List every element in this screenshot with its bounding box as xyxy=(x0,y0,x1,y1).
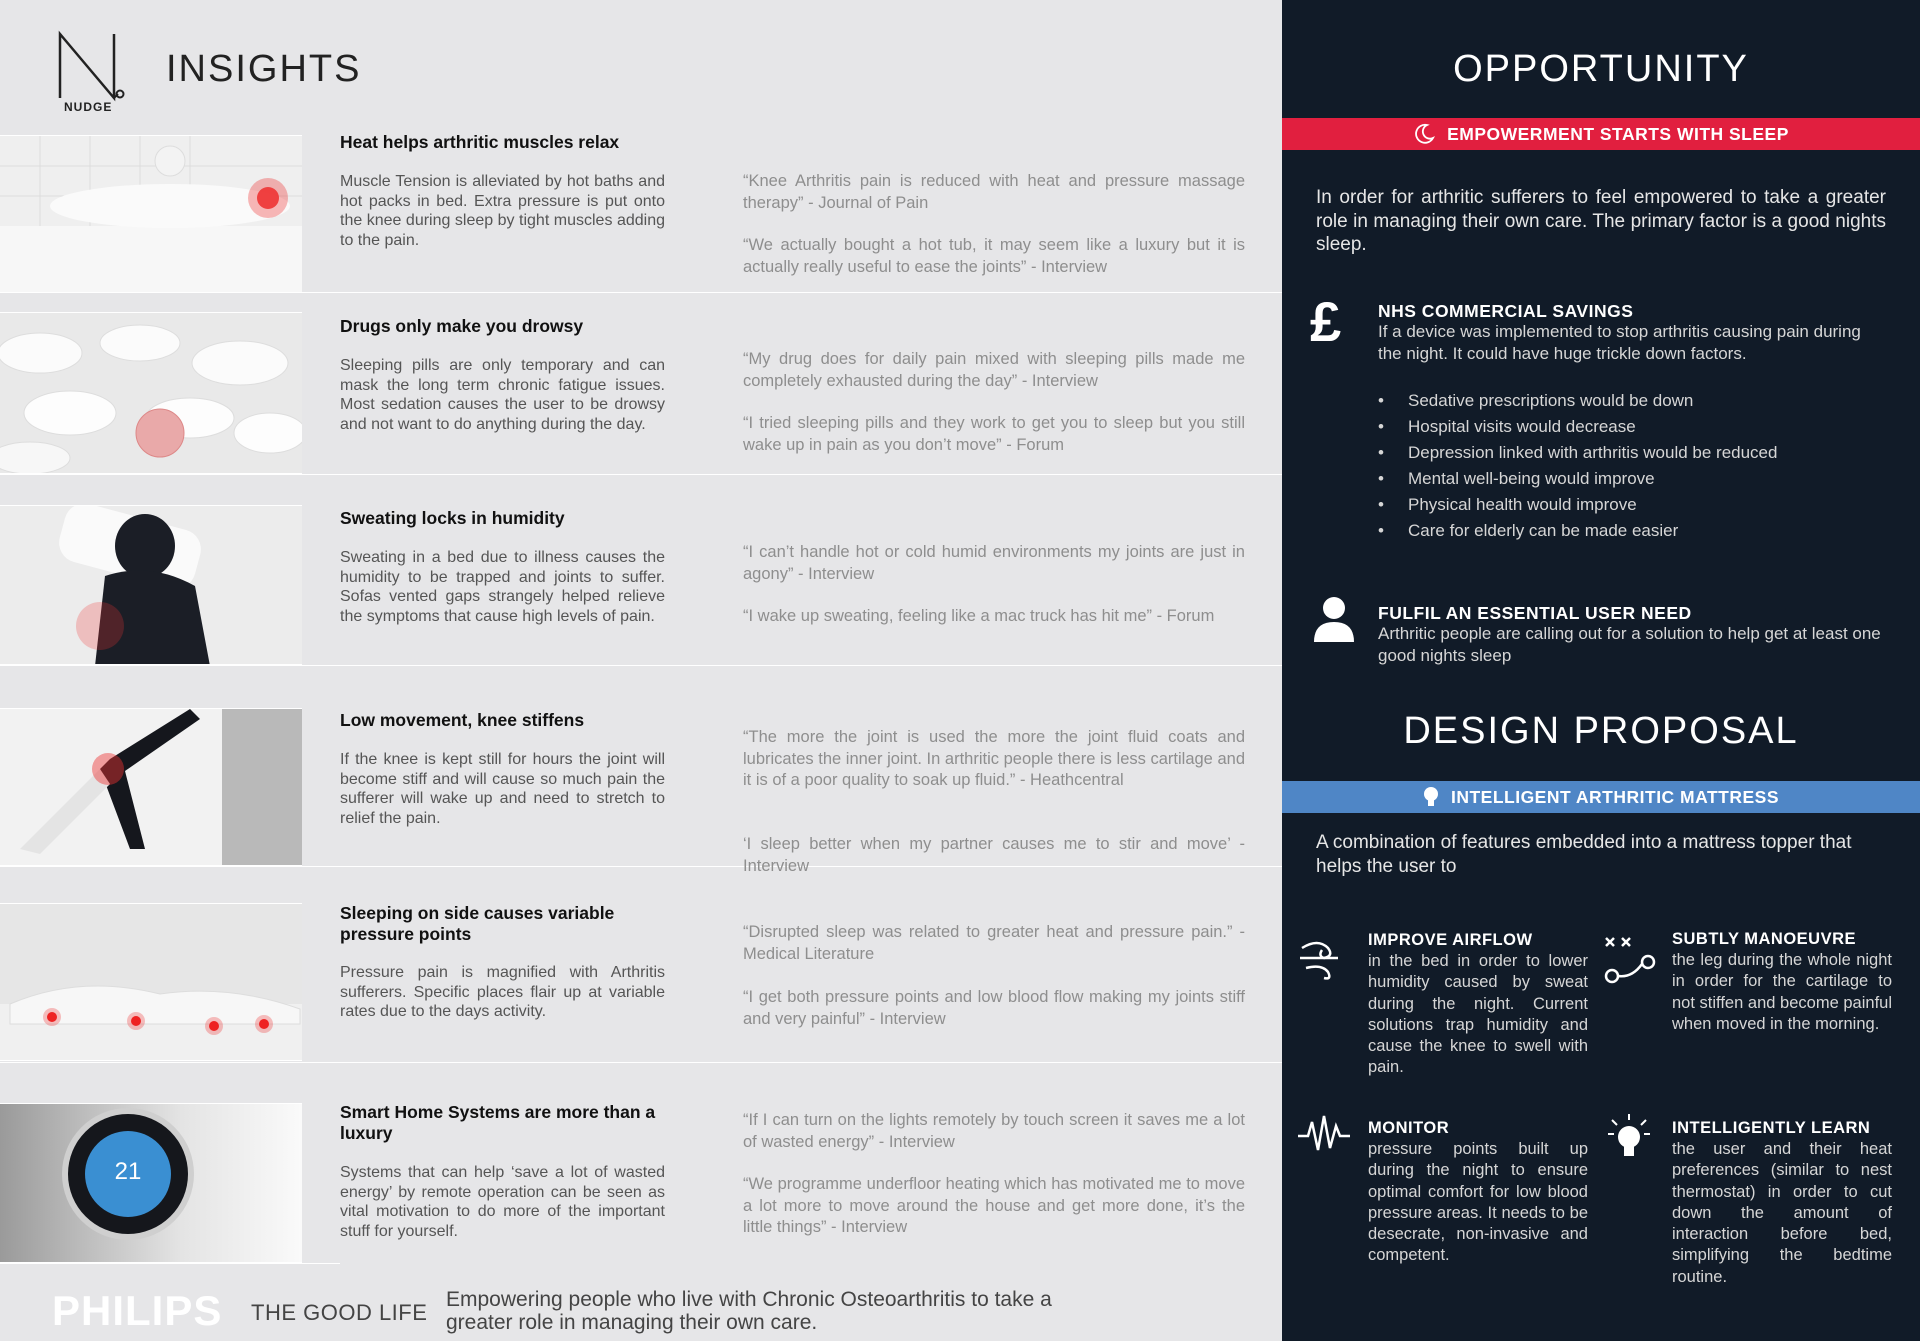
nhs-body: If a device was implemented to stop arthritis causing pain during the night. It could have huge trickle down factors. xyxy=(1378,322,1861,363)
insight-title: Drugs only make you drowsy xyxy=(340,316,584,336)
insight-body: Sweating in a bed due to illness causes the humidity to be trapped and joints to suffer. Sofas vented gaps strangely helped relieve the symptoms that cause high levels of pain. xyxy=(340,549,665,625)
opportunity-title: OPPORTUNITY xyxy=(1453,48,1749,90)
list-item: • Depression linked with arthritis would be reduced xyxy=(1378,440,1878,466)
quote: “The more the joint is used the more the joint fluid coats and lubricates the inner joint. In arthritic people there is less cartilage and it is of a poor quality to soak up fluid.” - Heathcentral xyxy=(743,728,1245,789)
side-sleeper-image xyxy=(0,903,302,1061)
insight-title: Heat helps arthritic muscles relax xyxy=(340,132,620,152)
insight-title: Low movement, knee stiffens xyxy=(340,710,585,730)
quote: “I wake up sweating, feeling like a mac truck has hit me” - Forum xyxy=(743,607,1215,625)
opportunity-panel xyxy=(1282,0,1920,1341)
quote: “My drug does for daily pain mixed with sleeping pills made me completely exhausted during the day” - Interview xyxy=(743,350,1245,390)
insight-body: If the knee is kept still for hours the joint will become stiff and will cause so much pain the sufferer will wake up and need to stretch to relief the pain. xyxy=(340,751,665,827)
nhs-title: NHS COMMERCIAL SAVINGS xyxy=(1378,301,1634,321)
feature-body: the user and their heat preferences (similar to nest thermostat) in order to cut down the amount of interaction before bed, simplifying the bedtime routine. xyxy=(1672,1140,1892,1286)
thermostat-value: 21 xyxy=(114,1158,142,1185)
mission-statement: Empowering people who live with Chronic Osteoarthritis to take a greater role in managing their own care. xyxy=(446,1288,1052,1334)
quote: “Disrupted sleep was related to greater heat and pressure pain.” - Medical Literature xyxy=(743,923,1245,963)
list-item: • Hospital visits would decrease xyxy=(1378,414,1878,440)
mattress-band xyxy=(1282,781,1920,813)
opportunity-intro: In order for arthritic sufferers to feel empowered to take a greater role in managing their own care. The primary factor is a good nights sleep. xyxy=(1316,187,1886,255)
feature-body: the leg during the whole night in order for the cartilage to not stiffen and become painful when moved in the morning. xyxy=(1672,951,1892,1033)
list-item: • Sedative prescriptions would be down xyxy=(1378,388,1878,414)
insight-body: Systems that can help ‘save a lot of wasted energy’ by remote operation can be seen as vital motivation to do more of the important stuff for yourself. xyxy=(340,1164,665,1240)
nhs-benefits-list xyxy=(1378,388,1878,544)
bath-image xyxy=(0,135,302,293)
list-item: • Mental well-being would improve xyxy=(1378,466,1878,492)
lightbulb-icon xyxy=(1606,1112,1652,1162)
philips-logo: PHILIPS xyxy=(52,1287,223,1334)
feature-title: MONITOR xyxy=(1368,1119,1450,1137)
insight-title: Sweating locks in humidity xyxy=(340,508,565,528)
insight-title: Smart Home Systems are more than a luxury xyxy=(340,1102,656,1143)
insight-body: Pressure pain is magnified with Arthritis sufferers. Specific places flair up at variable rates due to the days activity. xyxy=(340,964,665,1020)
feature-title: SUBTLY MANOEUVRE xyxy=(1672,930,1857,948)
manoeuvre-icon xyxy=(1602,934,1656,984)
sleeping-person-image xyxy=(0,505,302,665)
proposal-intro: A combination of features embedded into a mattress topper that helps the user to xyxy=(1316,832,1852,877)
empowerment-band xyxy=(1282,118,1920,150)
tagline: THE GOOD LIFE xyxy=(251,1300,428,1325)
pulse-icon xyxy=(1296,1112,1352,1156)
feature-title: INTELLIGENTLY LEARN xyxy=(1672,1119,1871,1137)
quote: ‘I sleep better when my partner causes me to stir and move’ - Interview xyxy=(743,835,1245,875)
knee-image xyxy=(0,708,302,866)
airflow-icon xyxy=(1298,936,1348,980)
lightbulb-small-icon xyxy=(1423,786,1439,808)
user-need-title: FULFIL AN ESSENTIAL USER NEED xyxy=(1378,603,1692,623)
user-need-body: Arthritic people are calling out for a solution to help get at least one good nights sleep xyxy=(1378,624,1881,665)
band-label: INTELLIGENT ARTHRITIC MATTRESS xyxy=(1450,786,1780,807)
insight-body: Muscle Tension is alleviated by hot baths and hot packs in bed. Extra pressure is put onto the knee during sleep by tight muscles adding to the pain. xyxy=(340,173,665,249)
list-item: • Care for elderly can be made easier xyxy=(1378,518,1878,544)
quote: “We programme underfloor heating which has motivated me to move a lot more to move around the house and get more done, it’s the little things” - Interview xyxy=(743,1175,1245,1236)
feature-body: pressure points built up during the night to ensure optimal comfort for low blood pressure areas. It needs to be desecrate, non-invasive and competent. xyxy=(1368,1140,1588,1265)
band-label: EMPOWERMENT STARTS WITH SLEEP xyxy=(1447,123,1789,144)
design-proposal-title: DESIGN PROPOSAL xyxy=(1403,710,1799,752)
pills-image xyxy=(0,312,302,474)
logo-wordmark: NUDGE xyxy=(64,100,113,114)
list-item: • Physical health would improve xyxy=(1378,492,1878,518)
pound-icon: £ xyxy=(1310,290,1342,353)
quote: “We actually bought a hot tub, it may seem like a luxury but it is actually really useful to ease the joints” - Interview xyxy=(743,236,1245,276)
page-title: INSIGHTS xyxy=(166,48,362,90)
insight-title: Sleeping on side causes variable pressure points xyxy=(340,903,615,944)
quote: “I tried sleeping pills and they work to get you to sleep but you still wake up in pain as you don’t move” - Forum xyxy=(743,414,1245,454)
feature-title: IMPROVE AIRFLOW xyxy=(1368,931,1533,949)
user-icon xyxy=(1312,596,1356,644)
moon-icon xyxy=(1413,123,1435,145)
quote: “If I can turn on the lights remotely by touch screen it saves me a lot of wasted energy” - Interview xyxy=(743,1111,1245,1151)
quote: “I get both pressure points and low blood flow making my joints stiff and very painful” - Interview xyxy=(743,988,1245,1028)
quote: “I can’t handle hot or cold humid environments my joints are just in agony” - Interview xyxy=(743,543,1245,583)
quote: “Knee Arthritis pain is reduced with heat and pressure massage therapy” - Journal of Pain xyxy=(743,172,1245,212)
feature-body: in the bed in order to lower humidity caused by sweat during the night. Current solutions trap humidity and cause the knee to swell with pain. xyxy=(1368,952,1588,1077)
insight-body: Sleeping pills are only temporary and can mask the long term chronic fatigue issues. Most sedation causes the user to be drowsy and not want to do anything during the day. xyxy=(340,357,665,433)
